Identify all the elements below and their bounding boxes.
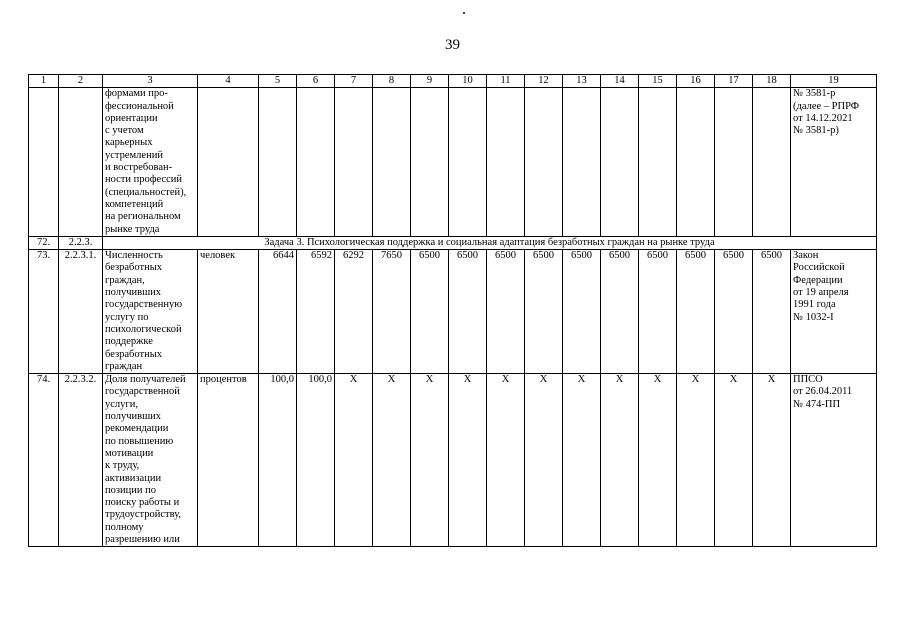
empty-cell — [525, 88, 563, 237]
task-title-cell: Задача 3. Психологическая поддержка и социальная адаптация безработных граждан на рынке труда — [103, 236, 877, 249]
empty-cell — [715, 88, 753, 237]
source-cell-line: Закон — [793, 250, 819, 262]
value-cell: X — [601, 374, 639, 547]
indicator-name-cell-line: поддержке — [105, 336, 153, 348]
empty-cell — [601, 88, 639, 237]
source-cell — [791, 250, 877, 374]
column-header-2: 2 — [59, 75, 103, 88]
unit-cell: процентов — [198, 374, 259, 547]
task-code-cell: 2.2.3. — [59, 236, 103, 249]
empty-cell — [449, 88, 487, 237]
value-cell: X — [449, 374, 487, 547]
column-header-6: 6 — [297, 75, 335, 88]
value-cell: 6592 — [297, 250, 335, 374]
source-cell-line: № 3581-р — [793, 88, 836, 100]
source-cell — [791, 374, 877, 547]
value-cell: 6500 — [753, 250, 791, 374]
indicator-name-cell-line: формами про- — [105, 88, 168, 100]
unit-cell: человек — [198, 250, 259, 374]
value-cell: 6500 — [411, 250, 449, 374]
column-header-17: 17 — [715, 75, 753, 88]
value-cell: 6292 — [335, 250, 373, 374]
source-cell — [791, 88, 877, 237]
indicator-name-cell-line: государственной — [105, 386, 180, 398]
indicator-name-cell-line: мотивации — [105, 447, 154, 459]
value-cell: X — [677, 374, 715, 547]
value-cell: 6500 — [449, 250, 487, 374]
indicator-name-cell-line: позиции по — [105, 484, 156, 496]
indicator-name-cell-line: к труду, — [105, 460, 140, 472]
indicator-name-cell-line: рынке труда — [105, 223, 160, 235]
source-cell-line: 1991 года — [793, 299, 836, 311]
indicator-name-cell-line: активизации — [105, 472, 162, 484]
value-cell: 6500 — [639, 250, 677, 374]
empty-cell — [677, 88, 715, 237]
column-header-11: 11 — [487, 75, 525, 88]
column-header-14: 14 — [601, 75, 639, 88]
indicator-name-cell-line: с учетом — [105, 125, 144, 137]
indicator-name-cell-line: граждан — [105, 360, 143, 372]
indicator-name-cell-line: карьерных — [105, 137, 153, 149]
row-number-cell — [29, 88, 59, 237]
indicator-name-cell — [103, 250, 198, 374]
value-cell: 7650 — [373, 250, 411, 374]
empty-cell — [639, 88, 677, 237]
source-cell-line: Российской — [793, 262, 845, 274]
column-header-12: 12 — [525, 75, 563, 88]
indicator-name-cell-line: психологической — [105, 323, 182, 335]
value-cell: X — [715, 374, 753, 547]
empty-cell — [753, 88, 791, 237]
value-cell: 6500 — [487, 250, 525, 374]
column-number-row — [29, 75, 877, 88]
value-cell: 6500 — [601, 250, 639, 374]
source-cell-line: № 474-ПП — [793, 398, 841, 410]
value-cell: X — [373, 374, 411, 547]
column-header-19: 19 — [791, 75, 877, 88]
source-cell-line: № 3581-р) — [793, 125, 839, 137]
column-header-5: 5 — [259, 75, 297, 88]
value-cell: 6500 — [563, 250, 601, 374]
indicator-name-cell-line: безработных — [105, 348, 163, 360]
source-cell-line: от 14.12.2021 — [793, 112, 853, 124]
continuation-row — [29, 88, 877, 237]
indicator-name-cell-line: (специальностей), — [105, 186, 187, 198]
value-cell: 6644 — [259, 250, 297, 374]
indicator-name-cell-line: рекомендации — [105, 423, 169, 435]
indicators-table — [28, 74, 877, 547]
value-cell: 6500 — [715, 250, 753, 374]
row-code-cell: 2.2.3.2. — [59, 374, 103, 547]
empty-cell — [335, 88, 373, 237]
indicator-name-cell-line: устремлений — [105, 149, 163, 161]
empty-cell — [373, 88, 411, 237]
column-header-1: 1 — [29, 75, 59, 88]
indicator-name-cell-line: услуги, — [105, 398, 138, 410]
indicator-name-cell-line: государственную — [105, 299, 183, 311]
value-cell: 6500 — [525, 250, 563, 374]
column-header-8: 8 — [373, 75, 411, 88]
empty-cell — [411, 88, 449, 237]
indicator-name-cell-line: по повышению — [105, 435, 174, 447]
value-cell: X — [563, 374, 601, 547]
indicator-name-cell-line: граждан, — [105, 274, 145, 286]
column-header-4: 4 — [198, 75, 259, 88]
column-header-7: 7 — [335, 75, 373, 88]
column-header-9: 9 — [411, 75, 449, 88]
indicator-name-cell-line: и востребован- — [105, 162, 173, 174]
indicator-name-cell-line: разрешению или — [105, 533, 180, 545]
column-header-18: 18 — [753, 75, 791, 88]
indicator-name-cell-line: трудоустройству, — [105, 509, 182, 521]
indicator-name-cell — [103, 374, 198, 547]
indicator-name-cell-line: ориентации — [105, 112, 158, 124]
column-header-15: 15 — [639, 75, 677, 88]
empty-cell — [259, 88, 297, 237]
column-header-16: 16 — [677, 75, 715, 88]
table-row — [29, 250, 877, 374]
value-cell: X — [753, 374, 791, 547]
empty-cell — [198, 88, 259, 237]
table-row — [29, 374, 877, 547]
task-number-cell: 72. — [29, 236, 59, 249]
value-cell: 6500 — [677, 250, 715, 374]
value-cell: X — [487, 374, 525, 547]
source-cell-line: от 26.04.2011 — [793, 386, 853, 398]
indicator-name-cell-line: на региональном — [105, 211, 181, 223]
indicator-name-cell-line: получивших — [105, 411, 162, 423]
source-cell-line: от 19 апреля — [793, 287, 849, 299]
column-header-10: 10 — [449, 75, 487, 88]
task-row — [29, 236, 877, 249]
value-cell: X — [639, 374, 677, 547]
value-cell: X — [525, 374, 563, 547]
empty-cell — [297, 88, 335, 237]
row-code-cell: 2.2.3.1. — [59, 250, 103, 374]
value-cell: X — [335, 374, 373, 547]
indicator-name-cell-line: ности профессий — [105, 174, 183, 186]
source-cell-line: ППСО — [793, 374, 823, 386]
indicator-name-cell-line: полному — [105, 521, 144, 533]
indicator-name-cell-line: поиску работы и — [105, 497, 180, 509]
scan-speck — [463, 12, 465, 14]
indicator-name-cell-line: услугу по — [105, 311, 149, 323]
indicator-name-cell — [103, 88, 198, 237]
value-cell: 100,0 — [259, 374, 297, 547]
source-cell-line: (далее – РПРФ — [793, 100, 860, 112]
empty-cell — [563, 88, 601, 237]
column-header-3: 3 — [103, 75, 198, 88]
indicator-name-cell-line: безработных — [105, 262, 163, 274]
indicator-name-cell-line: Доля получателей — [105, 374, 186, 386]
empty-cell — [487, 88, 525, 237]
source-cell-line: № 1032-I — [793, 311, 834, 323]
indicator-name-cell-line: фессиональной — [105, 100, 174, 112]
row-code-cell — [59, 88, 103, 237]
indicator-name-cell-line: компетенций — [105, 198, 164, 210]
column-header-13: 13 — [563, 75, 601, 88]
value-cell: 100,0 — [297, 374, 335, 547]
page-number: 39 — [445, 37, 460, 53]
indicator-name-cell-line: Численность — [105, 250, 163, 262]
row-number-cell: 74. — [29, 374, 59, 547]
row-number-cell: 73. — [29, 250, 59, 374]
source-cell-line: Федерации — [793, 274, 843, 286]
value-cell: X — [411, 374, 449, 547]
indicator-name-cell-line: получивших — [105, 287, 162, 299]
